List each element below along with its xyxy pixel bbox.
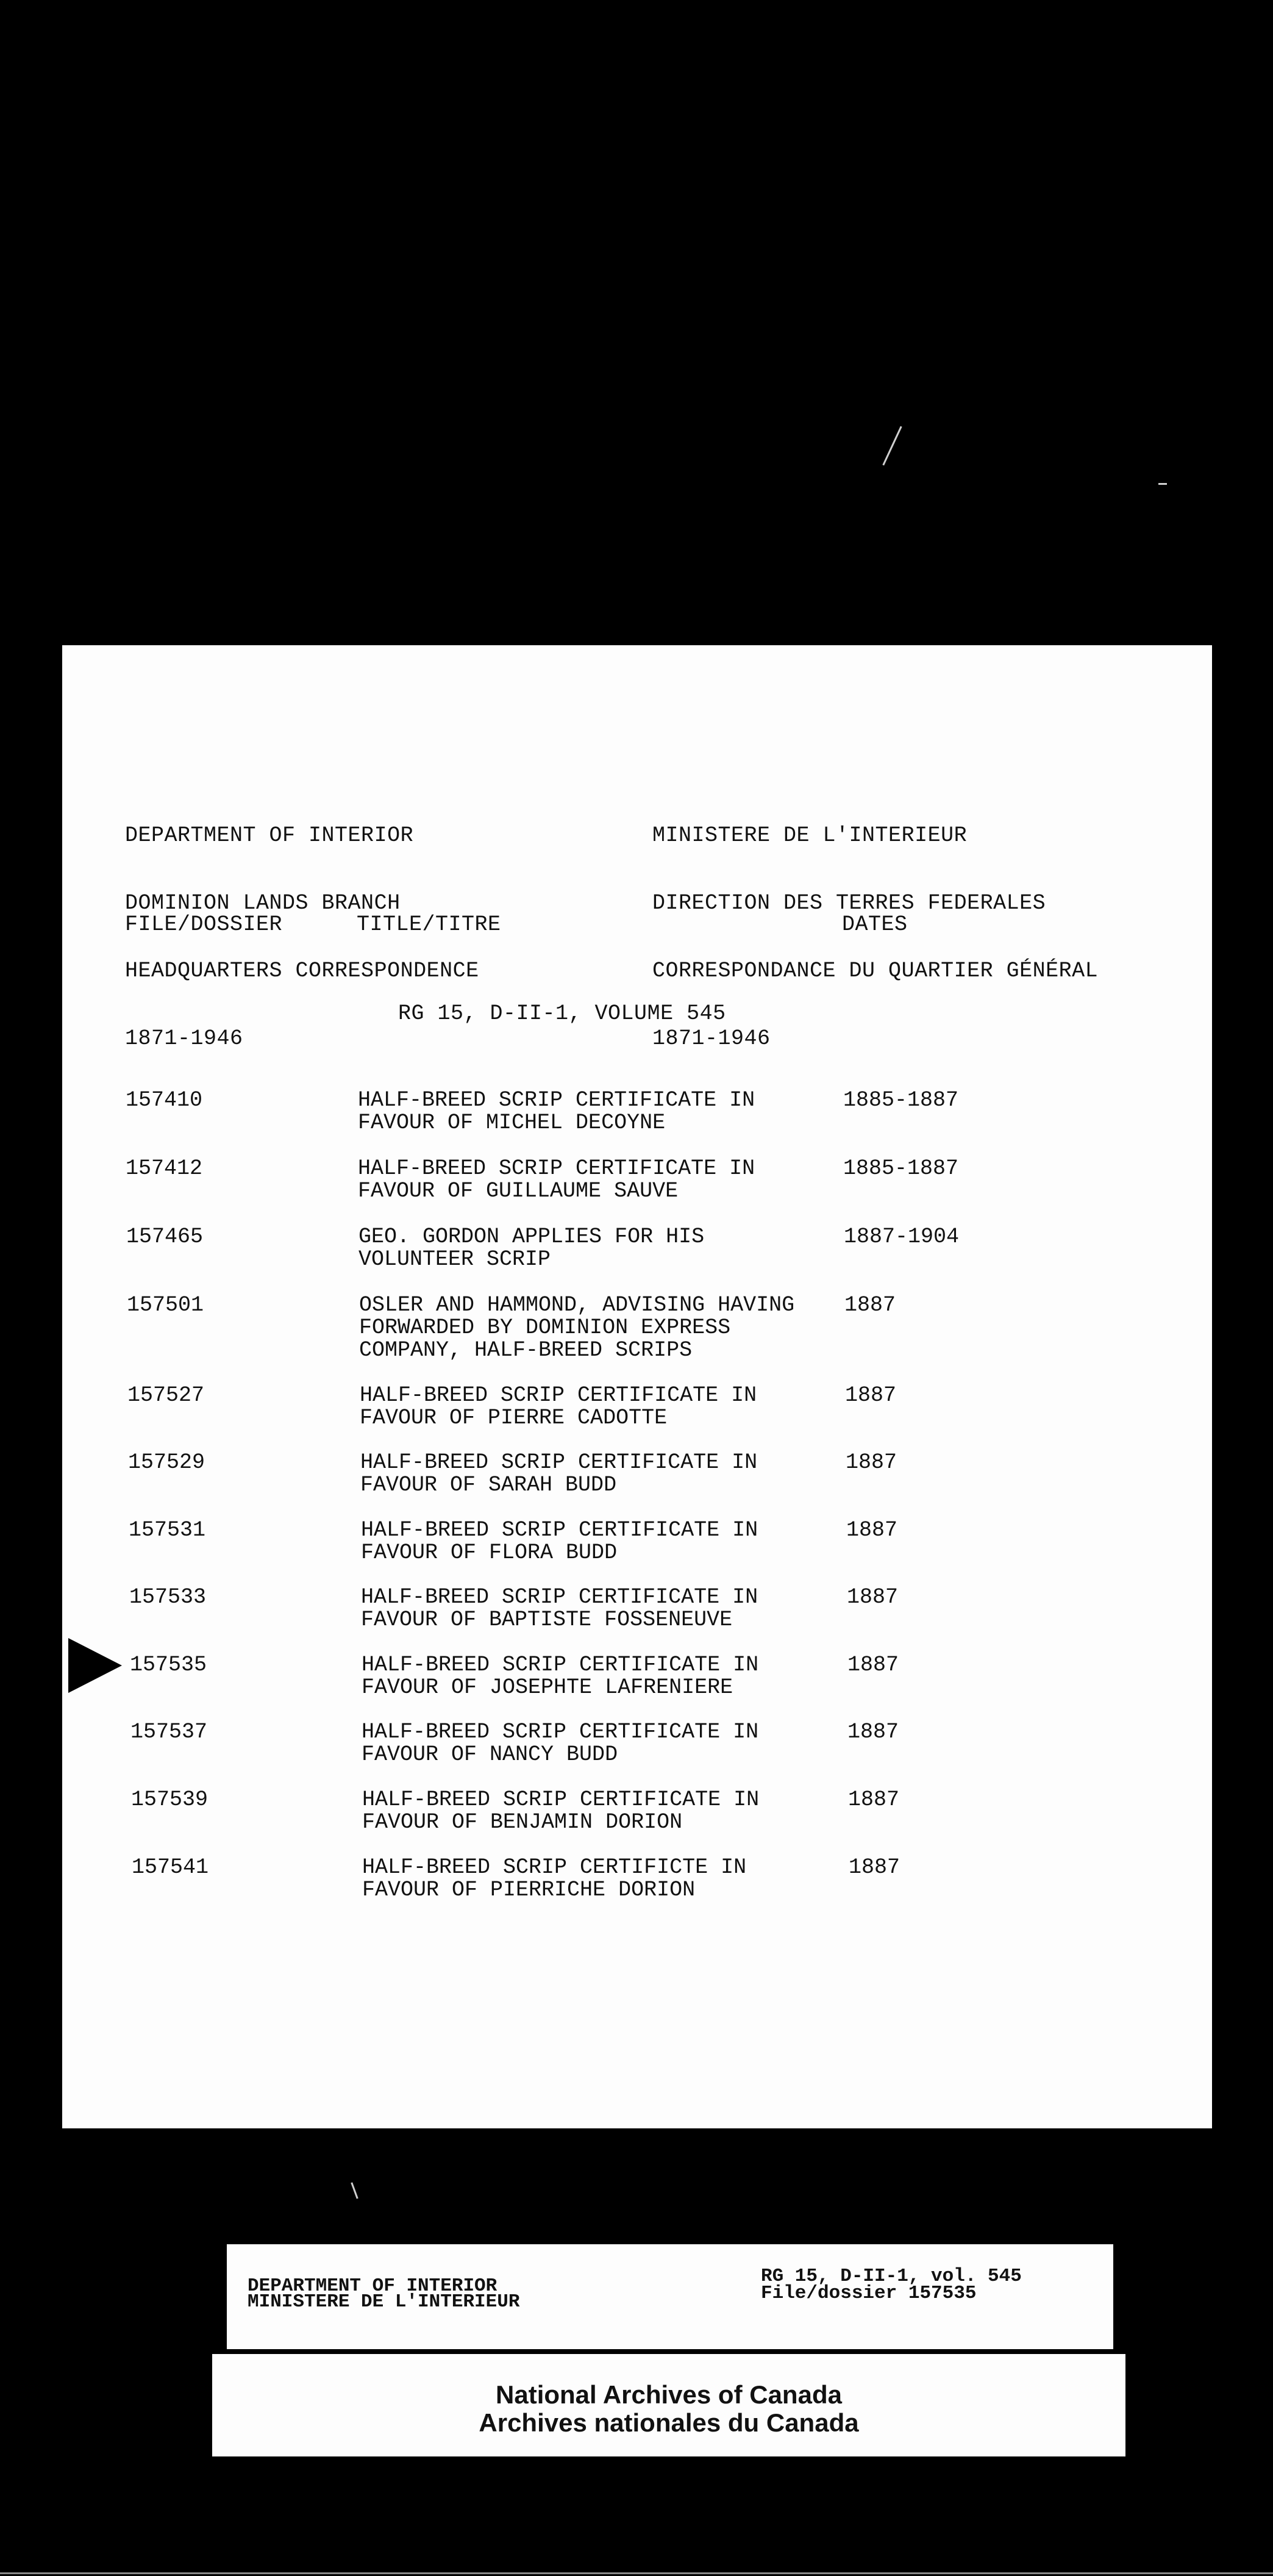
file-number: 157410 <box>126 1088 203 1112</box>
file-title: HALF-BREED SCRIP CERTIFICATE IN FAVOUR OF JOSEPHTE LAFRENIERE <box>362 1653 759 1700</box>
volume-heading: RG 15, D-II-1, VOLUME 545 <box>398 1001 726 1026</box>
file-title: HALF-BREED SCRIP CERTIFICATE IN FAVOUR OF NANCY BUDD <box>362 1720 759 1767</box>
label-file-number: File/dossier 157535 <box>761 2283 977 2304</box>
archives-name-fr: Archives nationales du Canada <box>479 2408 859 2437</box>
file-dates: 1887 <box>846 1518 898 1542</box>
file-title: HALF-BREED SCRIP CERTIFICATE IN FAVOUR OF FLORA BUDD <box>361 1518 758 1565</box>
file-title: HALF-BREED SCRIP CERTIFICATE IN FAVOUR OF SARAH BUDD <box>360 1450 758 1497</box>
file-title: GEO. GORDON APPLIES FOR HIS VOLUNTEER SCRIP <box>358 1225 705 1272</box>
reference-label <box>227 2244 1113 2349</box>
file-dates: 1887-1904 <box>844 1225 960 1249</box>
file-title: HALF-BREED SCRIP CERTIFICATE IN FAVOUR OF BENJAMIN DORION <box>362 1787 760 1834</box>
file-title: HALF-BREED SCRIP CERTIFICATE IN FAVOUR OF PIERRE CADOTTE <box>360 1383 757 1430</box>
header-left <box>125 779 479 1095</box>
file-dates: 1887 <box>849 1855 900 1880</box>
header-right-line: MINISTERE DE L'INTERIEUR <box>652 823 968 848</box>
label-reference: RG 15, D-II-1, vol. 545 <box>761 2266 1022 2287</box>
header-right <box>652 779 1098 1095</box>
file-dates: 1887 <box>846 1450 897 1475</box>
file-title: HALF-BREED SCRIP CERTIFICTE IN FAVOUR OF PIERRICHE DORION <box>362 1855 747 1902</box>
file-number: 157527 <box>127 1383 205 1408</box>
file-number: 157531 <box>129 1518 206 1542</box>
file-dates: 1887 <box>844 1293 896 1317</box>
header-right-line: 1871-1946 <box>652 1026 771 1051</box>
file-number: 157541 <box>132 1855 209 1880</box>
column-header-title: TITLE/TITRE <box>357 912 501 937</box>
scan-scratch <box>882 426 902 466</box>
document-sheet <box>62 645 1212 2128</box>
scan-scratch <box>351 2182 358 2199</box>
header-left-line: DOMINION LANDS BRANCH <box>125 891 401 915</box>
scan-scratch <box>1158 483 1167 485</box>
header-left-line: DEPARTMENT OF INTERIOR <box>125 823 414 848</box>
header-right-line: CORRESPONDANCE DU QUARTIER GÉNÉRAL <box>652 959 1099 983</box>
file-number: 157539 <box>131 1787 209 1812</box>
file-dates: 1887 <box>845 1383 897 1408</box>
column-header-dates: DATES <box>842 912 908 937</box>
file-number: 157529 <box>128 1450 205 1475</box>
archives-name-en: National Archives of Canada <box>496 2380 842 2409</box>
file-dates: 1887 <box>847 1585 899 1609</box>
file-dates: 1887 <box>848 1787 900 1812</box>
file-number: 157412 <box>126 1156 203 1181</box>
file-title: HALF-BREED SCRIP CERTIFICATE IN FAVOUR OF MICHEL DECOYNE <box>358 1088 755 1135</box>
file-number: 157465 <box>126 1225 204 1249</box>
file-number: 157537 <box>130 1720 208 1744</box>
header-left-line: HEADQUARTERS CORRESPONDENCE <box>125 959 479 983</box>
header-left-line: 1871-1946 <box>125 1026 243 1051</box>
header-right-line: DIRECTION DES TERRES FEDERALES <box>652 891 1046 915</box>
file-title: HALF-BREED SCRIP CERTIFICATE IN FAVOUR OF GUILLAUME SAUVE <box>358 1156 755 1203</box>
pointer-arrow-icon <box>68 1638 122 1693</box>
label-dept-en: DEPARTMENT OF INTERIOR <box>248 2275 497 2297</box>
label-dept-fr: MINISTERE DE L'INTERIEUR <box>248 2291 520 2313</box>
column-header-file: FILE/DOSSIER <box>125 912 283 937</box>
archives-banner <box>212 2354 1125 2456</box>
file-title: OSLER AND HAMMOND, ADVISING HAVING FORWARDED BY DOMINION EXPRESS COMPANY, HALF-BREED SCRIPS <box>359 1293 795 1362</box>
file-dates: 1887 <box>847 1720 899 1744</box>
file-number: 157533 <box>129 1585 207 1609</box>
file-dates: 1885-1887 <box>843 1088 959 1112</box>
scan-bottom-edge <box>0 2572 1273 2574</box>
file-dates: 1885-1887 <box>843 1156 959 1181</box>
file-title: HALF-BREED SCRIP CERTIFICATE IN FAVOUR OF BAPTISTE FOSSENEUVE <box>361 1585 758 1632</box>
file-dates: 1887 <box>847 1653 899 1677</box>
file-number: 157535 <box>130 1653 207 1677</box>
file-number: 157501 <box>127 1293 204 1317</box>
